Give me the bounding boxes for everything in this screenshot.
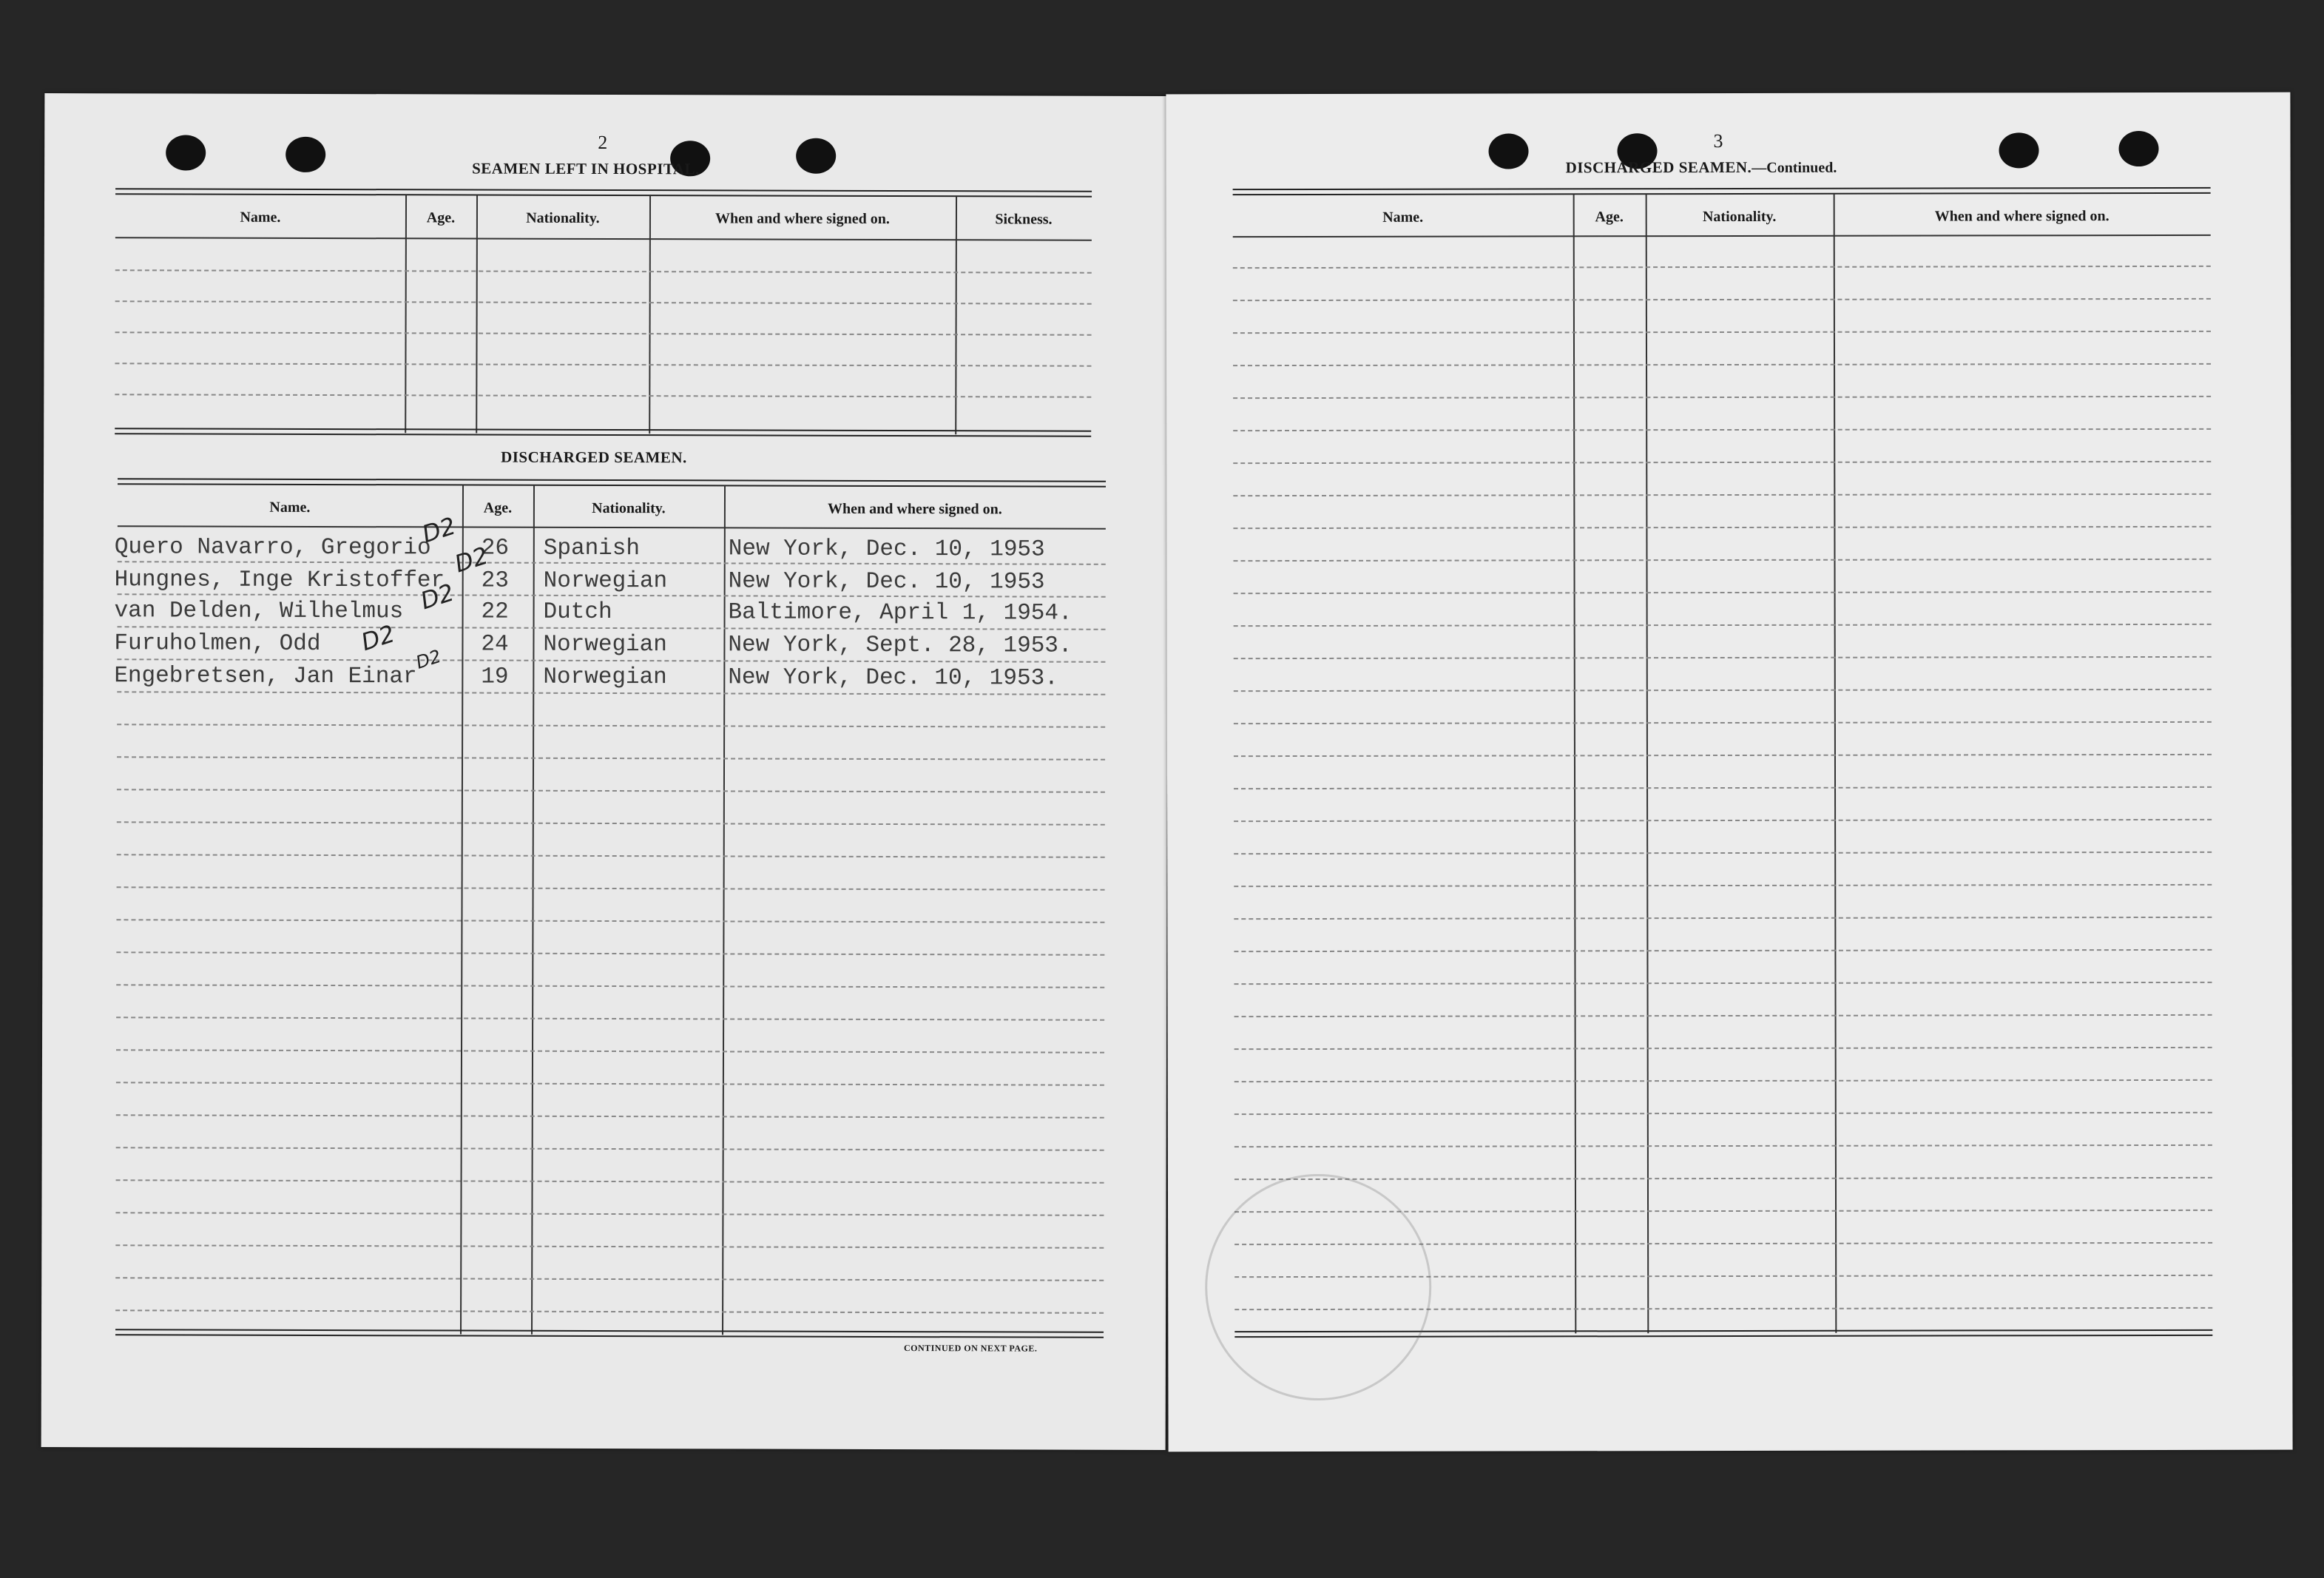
col-header-age: Age. <box>426 209 456 226</box>
hospital-table <box>115 188 1092 434</box>
continued-footer: CONTINUED ON NEXT PAGE. <box>903 1343 1038 1354</box>
seaman-name: van Delden, Wilhelmus <box>114 598 404 625</box>
punch-hole <box>1999 132 2038 168</box>
punch-hole <box>286 137 325 172</box>
seaman-nationality: Norwegian <box>543 664 667 691</box>
punch-hole <box>796 138 836 174</box>
seaman-name: Quero Navarro, Gregorio <box>114 534 431 562</box>
punch-hole <box>1488 133 1528 169</box>
seaman-nationality: Norwegian <box>543 567 668 595</box>
seaman-name: Furuholmen, Odd <box>114 630 321 657</box>
seaman-age: 23 <box>481 567 509 594</box>
col-header-name: Name. <box>1382 209 1424 226</box>
col-header-nationality: Nationality. <box>526 209 600 226</box>
col-header-nationality: Nationality. <box>592 499 666 517</box>
handwritten-mark: D2 <box>416 578 458 616</box>
handwritten-mark: D2 <box>419 511 459 549</box>
col-header-name: Name. <box>269 499 311 516</box>
seaman-signed-on: New York, Dec. 10, 1953 <box>728 536 1045 563</box>
page-number: 2 <box>598 131 608 154</box>
col-header-name: Name. <box>240 209 281 226</box>
punch-hole <box>2118 131 2158 166</box>
discharged-continued-table <box>1233 187 2213 1337</box>
col-header-nationality: Nationality. <box>1702 208 1777 226</box>
handwritten-mark: D2 <box>357 619 399 657</box>
seaman-signed-on: New York, Dec. 10, 1953 <box>728 568 1045 596</box>
seaman-age: 24 <box>481 631 509 658</box>
seaman-age: 26 <box>481 535 510 562</box>
faded-stamp <box>1205 1174 1432 1401</box>
seaman-nationality: Spanish <box>543 535 641 562</box>
seaman-name: Engebretsen, Jan Einar <box>114 663 417 690</box>
page-number: 3 <box>1713 130 1723 152</box>
hospital-section-title: SEAMEN LEFT IN HOSPITAL. <box>472 159 700 178</box>
section-title-suffix: —Continued. <box>1752 159 1837 176</box>
seaman-signed-on: New York, Dec. 10, 1953. <box>728 664 1058 692</box>
punch-hole <box>166 135 206 170</box>
seaman-signed-on: New York, Sept. 28, 1953. <box>728 632 1073 659</box>
seaman-nationality: Dutch <box>543 599 612 626</box>
seaman-signed-on: Baltimore, April 1, 1954. <box>728 599 1073 627</box>
col-header-age: Age. <box>1595 209 1624 226</box>
left-page <box>41 93 1169 1450</box>
handwritten-mark: D2 <box>413 645 444 673</box>
col-header-signed-on: When and where signed on. <box>827 500 1002 518</box>
col-header-signed-on: When and where signed on. <box>715 210 890 228</box>
col-header-signed-on: When and where signed on. <box>1934 208 2109 225</box>
col-header-age: Age. <box>483 499 513 516</box>
section-title <box>1566 158 1837 178</box>
section-title-main: DISCHARGED SEAMEN. <box>1565 158 1752 177</box>
discharged-section-title: DISCHARGED SEAMEN. <box>501 448 687 467</box>
handwritten-mark: D2 <box>451 541 492 579</box>
col-header-sickness: Sickness. <box>995 211 1053 228</box>
seaman-age: 22 <box>481 599 509 625</box>
discharged-table <box>115 478 1106 1338</box>
seaman-age: 19 <box>481 664 509 690</box>
seaman-nationality: Norwegian <box>543 631 667 658</box>
right-page <box>1166 92 2292 1452</box>
seaman-name: Hungnes, Inge Kristoffer <box>114 567 445 594</box>
